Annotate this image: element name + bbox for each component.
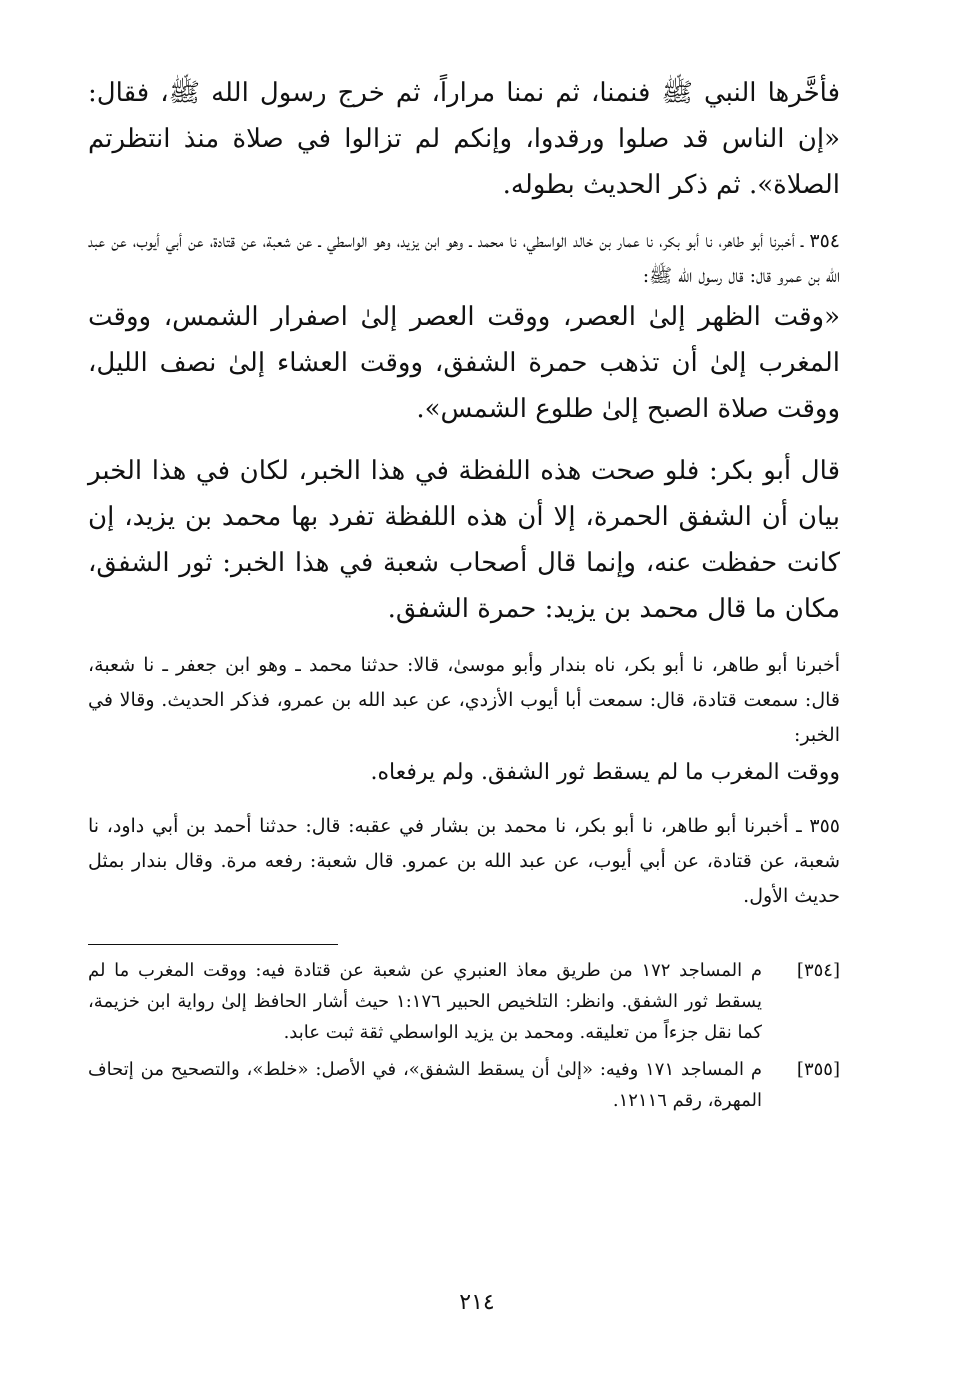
paragraph-hadith-355: ٣٥٥ ـ أخبرنا أبو طاهر، نا أبو بكر، نا محمد بن بشار في عقبه: قال: حدثنا أحمد بن أبي داود، نا شعبة، عن قتادة، عن أبي أيوب، عن عبد الله بن عمرو. قال شعبة: رفعه مرة. وقال بندار بمثل حديث الأول. [88,815,840,907]
footnote-text: م المساجد ١٧٢ من طريق معاذ العنبري عن شعبة عن قتادة فيه: ووقت المغرب ما لم يسقط ثور الشفق. وانظر: التلخيص الحبير ١:١٧٦ حيث أشار الحافظ إلىٰ رواية ابن خزيمة، كما نقل جزءاً من تعليقه. ومحمد بن يزيد الواسطي ثقة ثبت عابد. [88,960,762,1043]
footnote-number: [٣٥٥] [796,1059,840,1080]
footnote-divider [88,944,338,945]
paragraph-maghrib-quote: ووقت المغرب ما لم يسقط ثور الشفق. ولم يرفعاه. [370,760,840,785]
paragraph-hadith-354-chain: ٣٥٤ ـ أخبرنا أبو طاهر، نا أبو بكر، نا عمار بن خالد الواسطي، نا محمد ـ وهو ابن يزيد، وهو الواسطي ـ عن شعبة، عن قتادة، عن أبي أيوب، عن عبد الله بن عمرو قال: قال رسول الله ﷺ: [88,230,840,287]
paragraph-hadith-continuation: فأخَّرها النبي ﷺ فنمنا، ثم نمنا مراراً، ثم خرج رسول الله ﷺ، فقال: «إن الناس قد صلوا ورقدوا، وإنكم لم تزالوا في صلاة منذ انتظرتم الصلاة». ثم ذكر الحديث بطوله. [88,78,840,200]
page-number: ٢١٤ [459,1290,495,1315]
footnote-354 [88,955,840,1048]
paragraph-hadith-354-text: «وقت الظهر إلىٰ العصر، ووقت العصر إلىٰ اصفرار الشمس، ووقت المغرب إلىٰ أن تذهب حمرة الشفق، ووقت العشاء إلىٰ نصف الليل، ووقت صلاة الصبح إلىٰ طلوع الشمس». [88,302,840,424]
footnote-text: م المساجد ١٧١ وفيه: «إلىٰ أن يسقط الشفق»، في الأصل: «خلط»، والتصحيح من إتحاف المهرة، رقم ١٢١١٦. [88,1059,762,1111]
footnote-355 [88,1054,840,1116]
footnote-number: [٣٥٤] [796,960,840,981]
paragraph-alternate-chain: أخبرنا أبو طاهر، نا أبو بكر، ناه بندار وأبو موسىٰ، قالا: حدثنا محمد ـ وهو ابن جعفر ـ نا شعبة، قال: سمعت قتادة، قال: سمعت أبا أيوب الأزدي، عن عبد الله بن عمرو، فذكر الحديث. وقالا في الخبر: [88,654,840,746]
page-body [88,70,840,1122]
paragraph-abu-bakr-comment: قال أبو بكر: فلو صحت هذه اللفظة في هذا الخبر، لكان في هذا الخبر بيان أن الشفق الحمرة، إلا أن هذه اللفظة تفرد بها محمد بن يزيد، إن كانت حفظت عنه، وإنما قال أصحاب شعبة في هذا الخبر: ثور الشفق، مكان ما قال محمد بن يزيد: حمرة الشفق. [88,456,840,624]
